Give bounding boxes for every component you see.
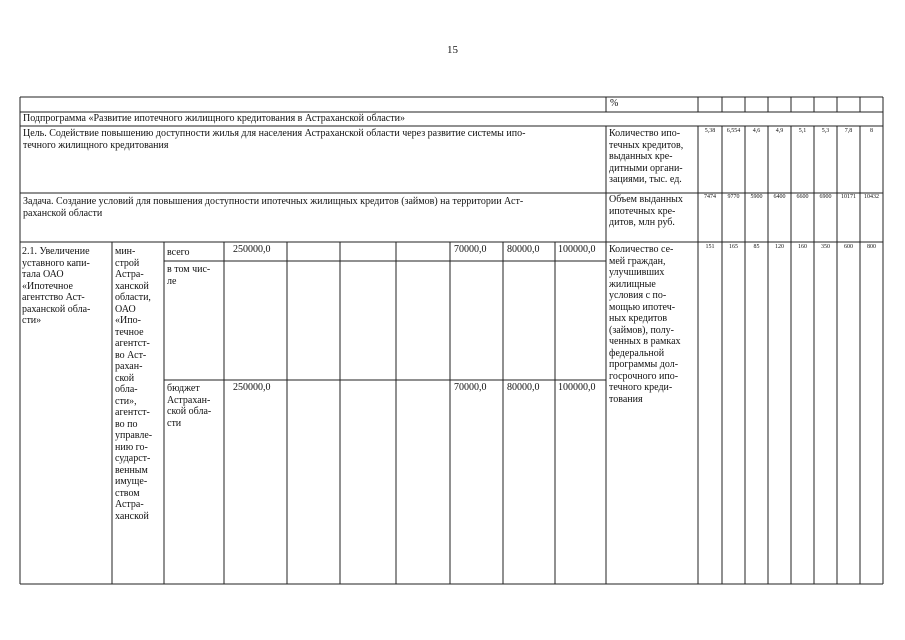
budget-year-amount: 80000,0 — [507, 382, 540, 393]
goal-indicator-line: дитными органи- — [609, 162, 683, 174]
task-value: 10171 — [841, 194, 856, 200]
executor-line: ОАО — [115, 303, 136, 315]
measure-name-line: агентство Аст- — [22, 292, 85, 303]
executor-line: сударст- — [115, 453, 151, 464]
executor-line: управле- — [115, 430, 153, 441]
measure-indicator-line: госрочного ипо- — [609, 370, 679, 382]
source-incl-line: ле — [167, 275, 177, 287]
goal-value: 4,6 — [752, 128, 761, 134]
measure-name-line: «Ипотечное — [22, 280, 73, 292]
measure-indicator-line: мей граждан, — [609, 255, 666, 267]
measure-indicator-line: жилищные — [609, 278, 656, 290]
goal-value: 5,3 — [821, 128, 830, 134]
measure-indicator-line: федеральной — [609, 347, 665, 359]
source-budget-line: ской обла- — [167, 406, 212, 417]
measure-name-line: 2.1. Увеличение — [22, 246, 90, 257]
measure-indicator-line: течного креди- — [609, 382, 673, 393]
task-indicator-line: Объем выданных — [609, 194, 683, 205]
measure-name-line: сти» — [22, 315, 42, 326]
executor-line: строй — [115, 257, 140, 269]
task-text-line: Задача. Создание условий для повышения доступности ипотечных жилищных кредитов (займов) на территории Аст- — [23, 196, 524, 207]
executor-line: во Аст- — [115, 349, 147, 361]
task-indicator-line: ипотечных кре- — [609, 205, 676, 217]
measure-indicator-line: улучшивших — [609, 267, 665, 278]
measure-name-line: уставного капи- — [22, 257, 90, 269]
budget-year-amount: 70000,0 — [454, 382, 487, 393]
measure-indicator-line: (займов), полу- — [609, 324, 674, 336]
measure-value: 151 — [705, 244, 715, 250]
executor-line: агентст- — [115, 338, 150, 349]
measure-name-line: тала ОАО — [22, 269, 64, 280]
measure-value: 165 — [729, 244, 738, 250]
measure-name-line: раханской обла- — [22, 303, 91, 315]
task-value: 6400 — [773, 194, 786, 200]
goal-indicator-line: выданных кре- — [609, 151, 673, 162]
measure-indicator-line: ченных в рамках — [609, 336, 681, 347]
measure-indicator-line: мощью ипотеч- — [609, 301, 676, 313]
measure-indicator-line: ных кредитов — [609, 313, 668, 324]
executor-line: агентст- — [115, 407, 150, 418]
measure-value: 85 — [753, 244, 760, 250]
measure-value: 350 — [821, 244, 830, 250]
executor-line: во по — [115, 418, 138, 430]
goal-value: 6,554 — [726, 128, 741, 134]
year-amount: 70000,0 — [454, 244, 487, 255]
executor-line: Астра- — [115, 269, 144, 280]
task-indicator-line: дитов, млн руб. — [609, 217, 675, 228]
total-amount: 250000,0 — [233, 244, 271, 255]
measure-value: 800 — [867, 244, 876, 250]
executor-line: имуще- — [115, 476, 148, 487]
task-value: 9770 — [727, 194, 740, 200]
executor-line: венным — [115, 464, 148, 476]
executor-line: мин- — [115, 246, 136, 257]
measure-indicator-line: Количество се- — [609, 244, 674, 255]
budget-year-amount: 100000,0 — [558, 382, 596, 393]
task-value: 5900 — [750, 194, 763, 200]
goal-indicator-line: зациями, тыс. ед. — [609, 174, 682, 185]
task-value: 10432 — [864, 194, 879, 200]
executor-line: «Ипо- — [115, 315, 141, 326]
task-text-line: раханской области — [23, 207, 103, 219]
task-value: 6900 — [819, 194, 832, 200]
budget-amount: 250000,0 — [233, 382, 271, 393]
executor-line: ханской — [115, 280, 149, 292]
measure-value: 120 — [775, 244, 784, 250]
measure-value: 600 — [844, 244, 853, 250]
executor-line: нию го- — [115, 441, 148, 453]
executor-line: обла- — [115, 384, 138, 395]
source-budget-line: бюджет — [167, 383, 200, 394]
year-amount: 100000,0 — [558, 244, 596, 255]
executor-line: Астра- — [115, 499, 144, 510]
goal-value: 5,1 — [798, 128, 807, 134]
task-value: 6600 — [796, 194, 809, 200]
source-total: всего — [167, 247, 190, 258]
measure-indicator-line: программы дол- — [609, 359, 679, 370]
executor-line: течное — [115, 326, 144, 338]
goal-value: 5,38 — [704, 128, 716, 134]
task-value: 7474 — [704, 194, 716, 200]
executor-line: ством — [115, 487, 140, 499]
goal-value: 7,8 — [844, 128, 853, 134]
measure-indicator-line: тования — [609, 393, 643, 405]
measure-indicator-line: условия с по- — [609, 290, 667, 301]
subprogram-title: Подпрограмма «Развитие ипотечного жилищного кредитования в Астраханской области» — [23, 113, 405, 124]
source-budget-line: сти — [167, 417, 182, 429]
goal-text-line: течного жилищного кредитования — [23, 139, 169, 151]
executor-line: ханской — [115, 510, 149, 522]
goal-indicator-line: течных кредитов, — [609, 139, 684, 151]
goal-value: 8 — [870, 128, 873, 134]
source-incl-line: в том чис- — [167, 264, 211, 275]
year-amount: 80000,0 — [507, 244, 540, 255]
goal-text-line: Цель. Содействие повышению доступности жилья для населения Астраханской области через развитие системы ипо- — [23, 128, 526, 139]
executor-line: ской — [115, 372, 135, 384]
percent-sign: % — [610, 98, 619, 109]
executor-line: области, — [115, 292, 151, 303]
goal-indicator-line: Количество ипо- — [609, 128, 681, 139]
page-number: 15 — [447, 44, 458, 56]
source-budget-line: Астрахан- — [167, 394, 211, 406]
executor-line: рахан- — [115, 361, 143, 372]
executor-line: сти», — [115, 395, 137, 407]
goal-value: 4,9 — [775, 128, 784, 134]
measure-value: 160 — [798, 244, 807, 250]
